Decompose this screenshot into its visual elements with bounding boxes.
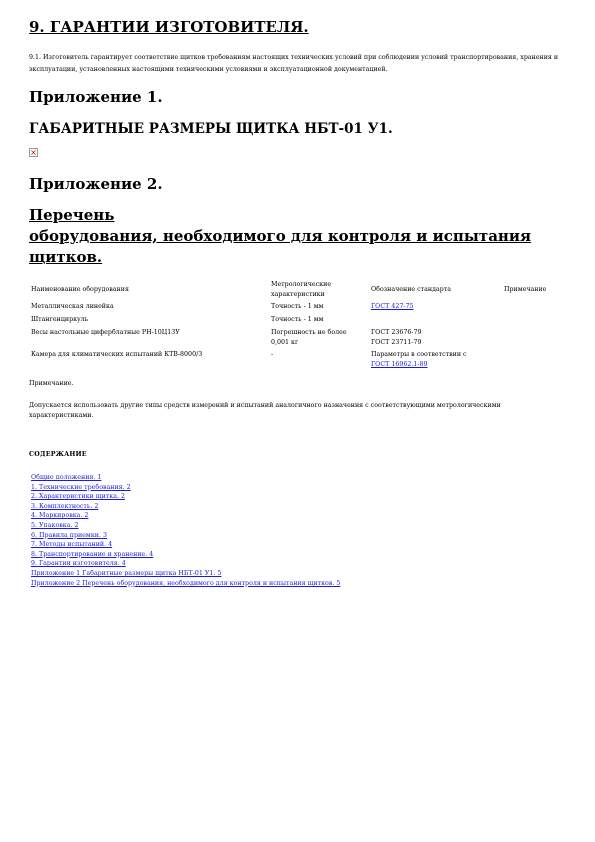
toc-link[interactable]: Приложение 1 Габаритные размеры щитка НБТ-01 У1. 5 <box>31 569 222 577</box>
table-cell-metrology: Точность - 1 мм <box>271 316 324 323</box>
table-header-note: Примечание <box>504 286 547 293</box>
gost-16962-link[interactable]: ГОСТ 16962.1-89 <box>371 361 428 368</box>
table-of-contents <box>31 473 340 588</box>
toc-title: СОДЕРЖАНИЕ <box>29 451 87 458</box>
table-cell-equipment: Камера для климатических испытаний КТВ-8000/3 <box>31 351 203 358</box>
table-cell-standard: Параметры в соответствии с <box>371 351 467 358</box>
toc-link[interactable]: 4. Маркировка. 2 <box>31 512 89 520</box>
toc-link[interactable]: 5. Упаковка. 2 <box>31 521 79 529</box>
gost-427-75-link[interactable]: ГОСТ 427-75 <box>371 303 414 310</box>
table-cell-standard: ГОСТ 23711-79 <box>371 339 422 346</box>
table-cell-standard: ГОСТ 23676-79 <box>371 329 422 336</box>
table-cell-metrology: - <box>271 351 274 358</box>
table-cell-equipment: Весы настольные циферблатные РН-10Ц13У <box>31 329 180 336</box>
table-cell-equipment: Штангенциркуль <box>31 316 89 323</box>
toc-link[interactable]: Приложение 2 Перечень оборудования, необходимого для контроля и испытания щитков. 5 <box>31 579 341 587</box>
note-label: Примечание. <box>29 380 74 387</box>
appendix-2-heading: Приложение 2. <box>29 175 163 193</box>
table-header-standard: Обозначение стандарта <box>371 286 452 293</box>
appendix-2-title-line-1: Перечень <box>29 206 115 224</box>
appendix-2-title <box>29 205 569 268</box>
appendix-1-title: ГАБАРИТНЫЕ РАЗМЕРЫ ЩИТКА НБТ-01 У1. <box>29 121 393 137</box>
toc-link[interactable]: 6. Правила приемки. 3 <box>31 531 107 539</box>
toc-link[interactable]: 1. Технические требования. 2 <box>31 483 131 491</box>
section-9-heading: 9. ГАРАНТИИ ИЗГОТОВИТЕЛЯ. <box>29 18 309 36</box>
toc-link[interactable]: 2. Характеристики щитка. 2 <box>31 493 125 501</box>
table-header-equipment: Наименование оборудования <box>31 286 129 293</box>
appendix-2-title-line-3: щитков. <box>29 248 103 266</box>
note-text: Допускается использовать другие типы средств измерений и испытаний аналогичного назначения с соответствующими метрологическими характеристиками. <box>29 402 501 419</box>
toc-link[interactable]: 9. Гарантии изготовителя. 4 <box>31 560 126 568</box>
warranty-paragraph: 9.1. Изготовитель гарантирует соответствие щитков требованиям настоящих технических условий при соблюдении условий транспортирования, хранения и эксплуатации, установленных настоящими техническими условиями и эксплуатационной документацией. <box>29 54 559 73</box>
table-cell-metrology: Погрешность не более 0,001 кг <box>271 329 347 346</box>
table-cell-equipment: Металлическая линейка <box>31 303 114 310</box>
table-cell-metrology: Точность - 1 мм <box>271 303 324 310</box>
toc-link[interactable]: 3. Комплектность. 2 <box>31 502 99 510</box>
appendix-2-title-line-2: оборудования, необходимого для контроля и испытания <box>29 227 532 245</box>
toc-link[interactable]: Общие положения. 1 <box>31 474 102 481</box>
broken-image-icon: × <box>30 148 37 157</box>
toc-link[interactable]: 8. Транспортирование и хранение. 4 <box>31 550 154 558</box>
table-header-metrology: Метрологические характеристики <box>271 281 332 298</box>
appendix-1-heading: Приложение 1. <box>29 88 163 106</box>
toc-link[interactable]: 7. Методы испытаний. 4 <box>31 541 113 549</box>
